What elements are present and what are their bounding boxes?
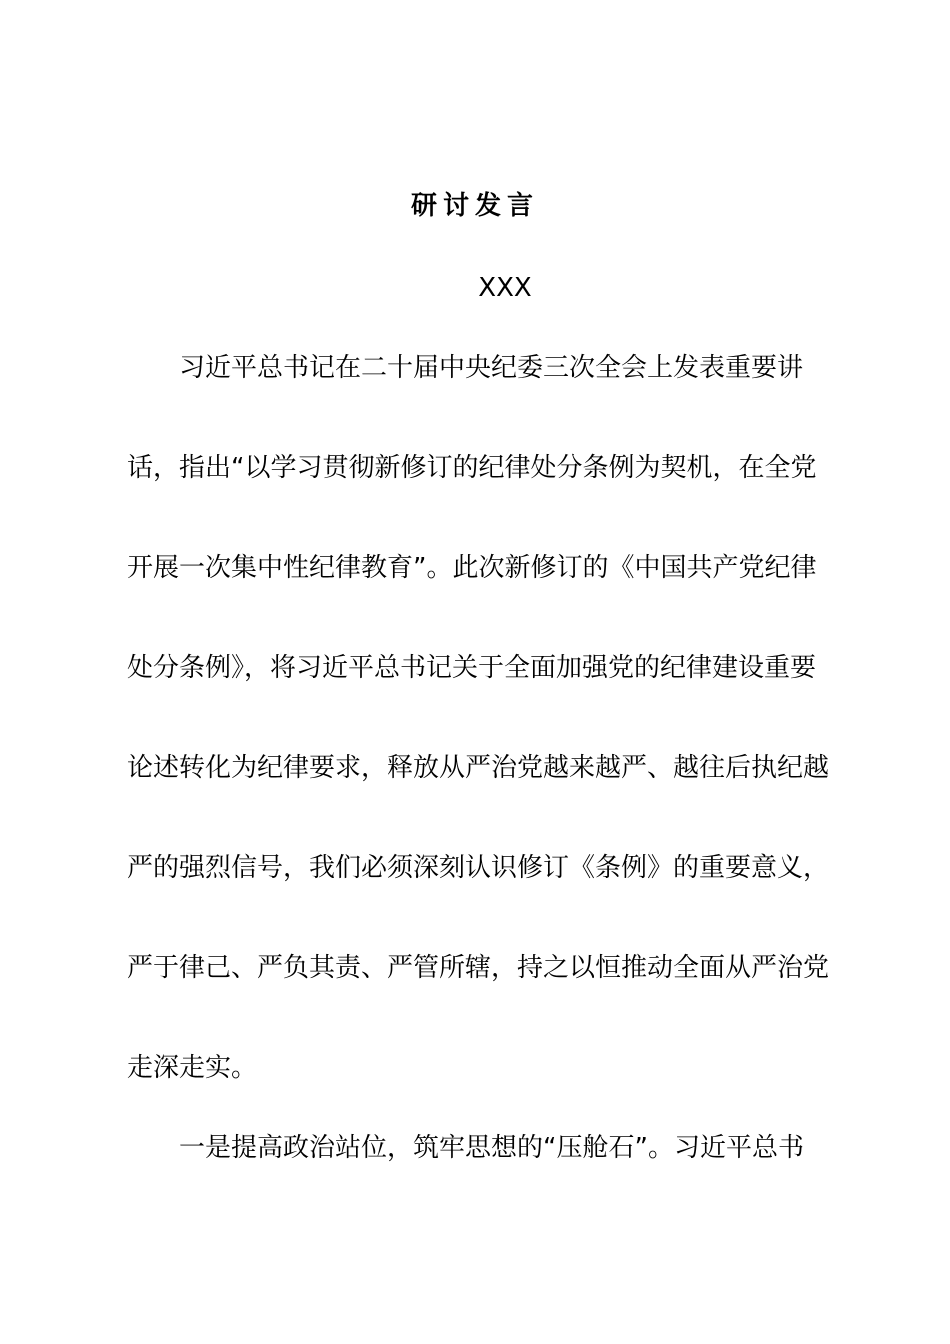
paragraph-line: 话，指出“以学习贯彻新修订的纪律处分条例为契机，在全党 [127, 453, 817, 483]
paragraph-line: 严的强烈信号，我们必须深刻认识修订《条例》的重要意义， [127, 853, 830, 883]
paragraph-line: 处分条例》，将习近平总书记关于全面加强党的纪律建设重要 [127, 653, 817, 683]
paragraph-line: 一是提高政治站位，筑牢思想的“压舱石”。习近平总书 [179, 1133, 804, 1163]
paragraph-line: 开展一次集中性纪律教育”。此次新修订的《中国共产党纪律 [127, 553, 817, 583]
paragraph-line: 论述转化为纪律要求，释放从严治党越来越严、越往后执纪越 [127, 753, 830, 783]
document-title: 研讨发言 [410, 191, 539, 221]
paragraph-line: 习近平总书记在二十届中央纪委三次全会上发表重要讲 [179, 353, 804, 383]
paragraph-line: 严于律己、严负其责、严管所辖，持之以恒推动全面从严治党 [127, 953, 830, 983]
document-author: XXX [478, 273, 532, 303]
paragraph-line: 走深走实。 [127, 1053, 258, 1083]
